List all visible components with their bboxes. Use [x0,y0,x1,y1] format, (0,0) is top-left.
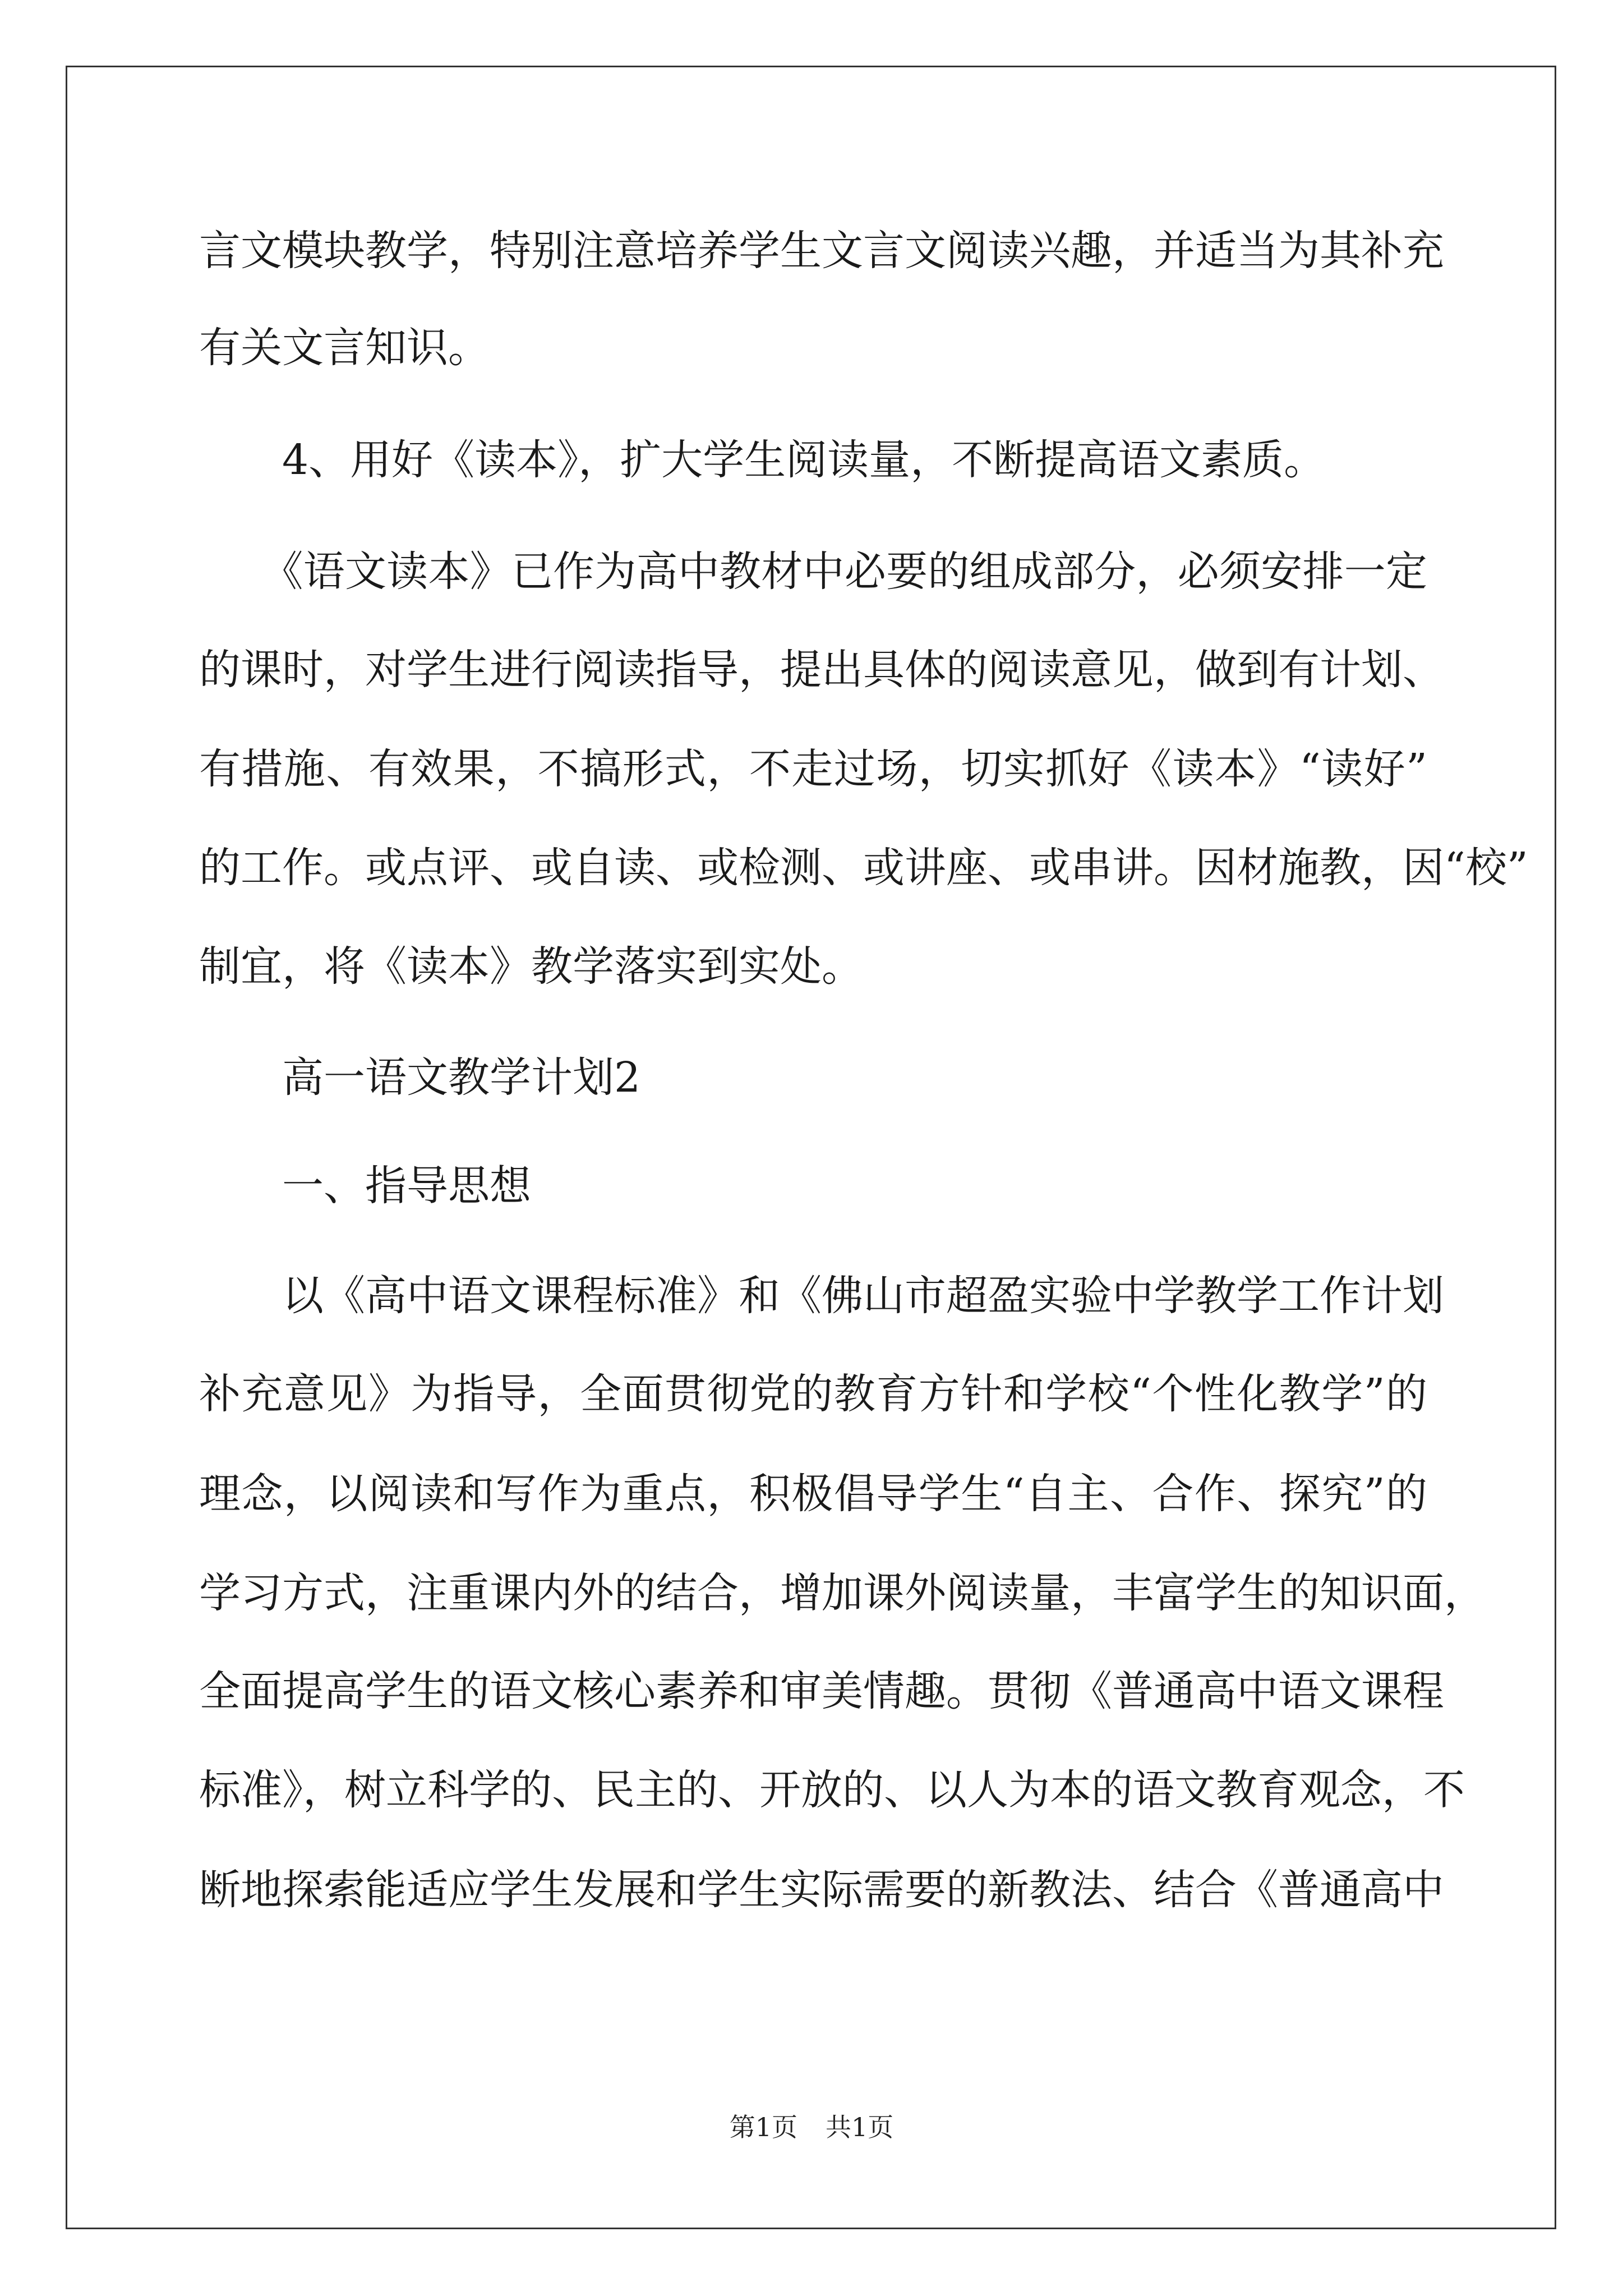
text-line: 以《高中语文课程标准》和《佛山市超盈实验中学教学工作计划 [199,1272,1444,1320]
text-line: 4、用好《读本》，扩大学生阅读量，不断提高语文素质。 [199,436,1326,484]
text-line: 有关文言知识。 [199,324,490,372]
text-line: 理念，以阅读和写作为重点，积极倡导学生“自主、合作、探究”的 [199,1470,1427,1518]
section-heading: 一、指导思想 [199,1162,531,1210]
text-line: 《语文读本》已作为高中教材中必要的组成部分，必须安排一定 [199,547,1427,596]
text-line: 断地探索能适应学生发展和学生实际需要的新教法、结合《普通高中 [199,1866,1444,1914]
text-line: 全面提高学生的语文核心素养和审美情趣。贯彻《普通高中语文课程 [199,1667,1444,1715]
text-line: 标准》，树立科学的、民主的、开放的、以人为本的语文教育观念，不 [199,1766,1465,1814]
text-line: 补充意见》为指导，全面贯彻党的教育方针和学校“个性化教学”的 [199,1370,1427,1418]
text-line: 制宜，将《读本》教学落实到实处。 [199,942,863,991]
text-line: 的工作。或点评、或自读、或检测、或讲座、或串讲。因材施教，因“校” [199,844,1528,892]
text-line: 学习方式，注重课内外的结合，增加课外阅读量，丰富学生的知识面， [199,1569,1486,1617]
page-total: 共1页 [826,2112,894,2142]
text-line: 有措施、有效果，不搞形式，不走过场，切实抓好《读本》“读好” [199,745,1427,793]
page-footer [0,2110,1623,2144]
section-title: 高一语文教学计划2 [199,1053,641,1102]
text-line: 的课时，对学生进行阅读指导，提出具体的阅读意见，做到有计划、 [199,646,1444,694]
page-number: 第1页 [729,2112,797,2142]
text-line: 言文模块教学，特别注意培养学生文言文阅读兴趣，并适当为其补充 [199,227,1444,275]
